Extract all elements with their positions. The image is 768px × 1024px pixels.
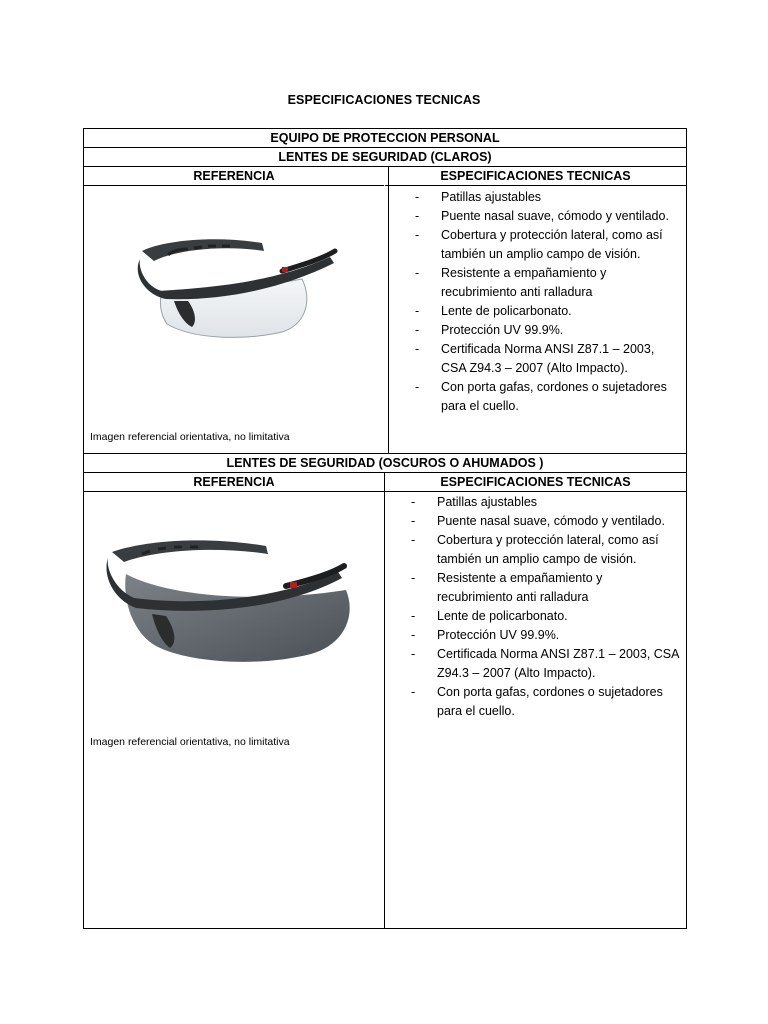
list-dash: - (411, 571, 416, 585)
list-dash: - (415, 342, 420, 356)
section-1-image-caption: Imagen referencial orientativa, no limitativa (90, 431, 290, 443)
document-title: ESPECIFICACIONES TECNICAS (287, 93, 481, 107)
spec-item: - Certificada Norma ANSI Z87.1 – 2003, CSA Z94.3 – 2007 (Alto Impacto). (411, 647, 679, 680)
list-dash: - (411, 685, 416, 699)
spec-item: - Lente de policarbonato. (411, 607, 679, 626)
clear-safety-glasses-icon (132, 229, 342, 349)
spec-item: - Resistente a empañamiento y recubrimiento anti ralladura (415, 266, 607, 299)
spec-item: - Resistente a empañamiento y recubrimiento anti ralladura (411, 571, 603, 604)
section-1-title: LENTES DE SEGURIDAD (CLAROS) (84, 148, 686, 167)
spec-item: - Cobertura y protección lateral, como así también un amplio campo de visión. (411, 533, 659, 566)
section-2-title: LENTES DE SEGURIDAD (OSCUROS O AHUMADOS ) (84, 454, 686, 473)
spec-item: - Patillas ajustables (411, 493, 679, 512)
specifications-table (83, 128, 687, 929)
spec-item: - Protección UV 99.9%. (411, 626, 679, 645)
section-2-image-caption: Imagen referencial orientativa, no limitativa (90, 736, 290, 748)
list-dash: - (411, 609, 416, 623)
spec-item: - Cobertura y protección lateral, como así también un amplio campo de visión. (415, 228, 663, 261)
spec-item: - Lente de policarbonato. (415, 302, 677, 321)
list-dash: - (415, 380, 420, 394)
list-dash: - (415, 190, 420, 204)
section-1-reference-header: REFERENCIA (84, 167, 384, 186)
section-2-specs-header: ESPECIFICACIONES TECNICAS (385, 473, 686, 492)
list-dash: - (415, 304, 420, 318)
spec-item: - Certificada Norma ANSI Z87.1 – 2003, CSA Z94.3 – 2007 (Alto Impacto). (415, 342, 655, 375)
list-dash: - (415, 209, 420, 223)
list-dash: - (415, 266, 420, 280)
spec-item: - Puente nasal suave, cómodo y ventilado. (411, 512, 679, 531)
spec-item: - Con porta gafas, cordones o sujetadores para el cuello. (411, 685, 663, 718)
spec-item: - Patillas ajustables (415, 188, 677, 207)
spec-item: - Con porta gafas, cordones o sujetadores para el cuello. (415, 380, 667, 413)
spec-item: - Puente nasal suave, cómodo y ventilado. (415, 207, 677, 226)
list-dash: - (411, 647, 416, 661)
section-2-reference-header: REFERENCIA (84, 473, 384, 492)
spec-item: - Protección UV 99.9%. (415, 321, 677, 340)
section-1-column-divider (388, 167, 389, 453)
section-2-specs-list (411, 493, 679, 721)
list-dash: - (411, 628, 416, 642)
section-1-specs-header: ESPECIFICACIONES TECNICAS (385, 167, 686, 186)
list-dash: - (411, 514, 416, 528)
section-1-specs-list (415, 188, 677, 416)
section-2-column-divider (384, 473, 385, 928)
list-dash: - (415, 228, 420, 242)
list-dash: - (411, 533, 416, 547)
smoked-safety-glasses-icon (106, 534, 356, 674)
list-dash: - (411, 495, 416, 509)
list-dash: - (415, 323, 420, 337)
main-header: EQUIPO DE PROTECCION PERSONAL (84, 129, 686, 148)
